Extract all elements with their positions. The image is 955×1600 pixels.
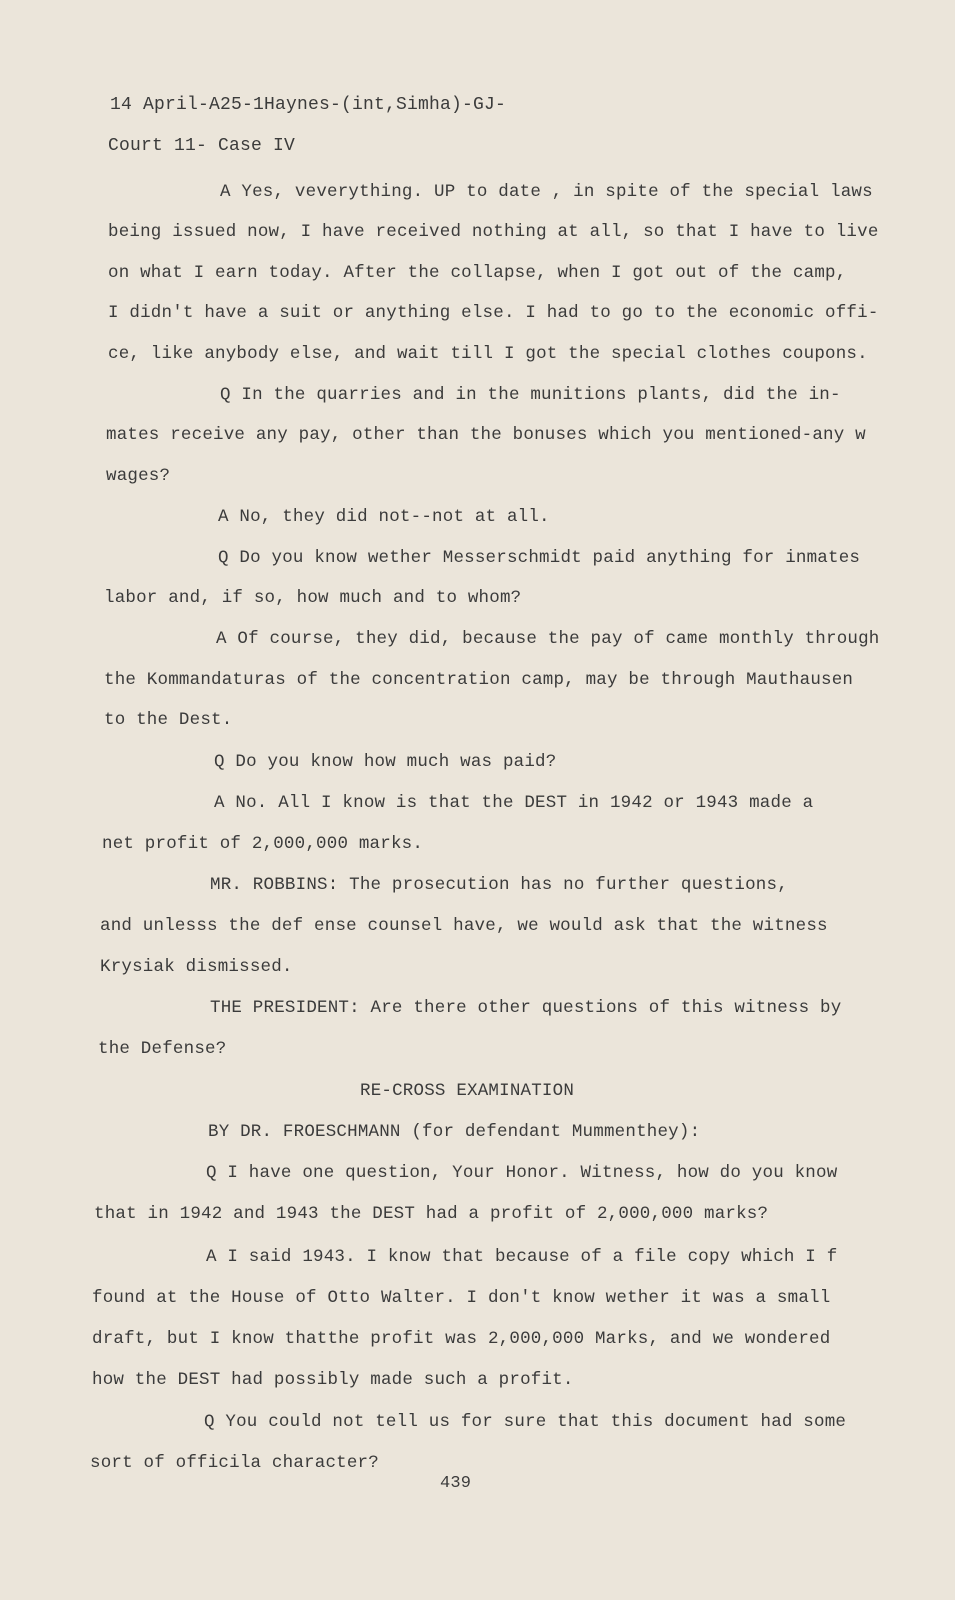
text-line: the Defense? <box>98 1039 227 1059</box>
text-line: Krysiak dismissed. <box>100 957 293 977</box>
text-line: ce, like anybody else, and wait till I got the special clothes coupons. <box>108 344 868 364</box>
section-heading: RE-CROSS EXAMINATION <box>360 1081 575 1101</box>
text-line: Q Do you know wether Messerschmidt paid anything for inmates <box>218 548 861 568</box>
text-line: A Yes, veverything. UP to date , in spite of the special laws <box>220 182 873 202</box>
text-line: mates receive any pay, other than the bonuses which you mentioned-any w <box>106 425 866 445</box>
text-line: that in 1942 and 1943 the DEST had a profit of 2,000,000 marks? <box>94 1204 769 1224</box>
text-line: the Kommandaturas of the concentration camp, may be through Mauthausen <box>104 670 854 690</box>
header-line-2: Court 11- Case IV <box>108 136 296 156</box>
text-line: net profit of 2,000,000 marks. <box>102 834 424 854</box>
text-line: Q You could not tell us for sure that this document had some <box>204 1412 847 1432</box>
header-line-1: 14 April-A25-1Haynes-(int,Simha)-GJ- <box>110 95 507 115</box>
text-line: A Of course, they did, because the pay of came monthly through <box>216 629 880 649</box>
text-line: THE PRESIDENT: Are there other questions of this witness by <box>210 998 842 1018</box>
text-line: to the Dest. <box>104 710 233 730</box>
text-line: Q I have one question, Your Honor. Witness, how do you know <box>206 1163 838 1183</box>
text-line: A No. All I know is that the DEST in 1942 or 1943 made a <box>214 793 814 813</box>
text-line: Q In the quarries and in the munitions plants, did the in- <box>220 385 841 405</box>
text-line: labor and, if so, how much and to whom? <box>104 588 522 608</box>
text-line: wages? <box>106 466 171 486</box>
text-line: sort of officila character? <box>90 1453 379 1473</box>
text-line: BY DR. FROESCHMANN (for defendant Mummenthey): <box>208 1122 701 1142</box>
text-line: A I said 1943. I know that because of a file copy which I f <box>206 1247 838 1267</box>
text-line: found at the House of Otto Walter. I don't know wether it was a small <box>92 1288 831 1308</box>
text-line: how the DEST had possibly made such a profit. <box>92 1370 574 1390</box>
page-number: 439 <box>440 1474 472 1493</box>
text-line: A No, they did not--not at all. <box>218 507 550 527</box>
text-line: being issued now, I have received nothing at all, so that I have to live <box>108 222 879 242</box>
text-line: and unlesss the def ense counsel have, we would ask that the witness <box>100 916 828 936</box>
text-line: draft, but I know thatthe profit was 2,000,000 Marks, and we wondered <box>92 1329 831 1349</box>
text-line: on what I earn today. After the collapse, when I got out of the camp, <box>108 263 847 283</box>
text-line: Q Do you know how much was paid? <box>214 752 557 772</box>
text-line: MR. ROBBINS: The prosecution has no further questions, <box>210 875 788 895</box>
text-line: I didn't have a suit or anything else. I had to go to the economic offi- <box>108 303 879 323</box>
